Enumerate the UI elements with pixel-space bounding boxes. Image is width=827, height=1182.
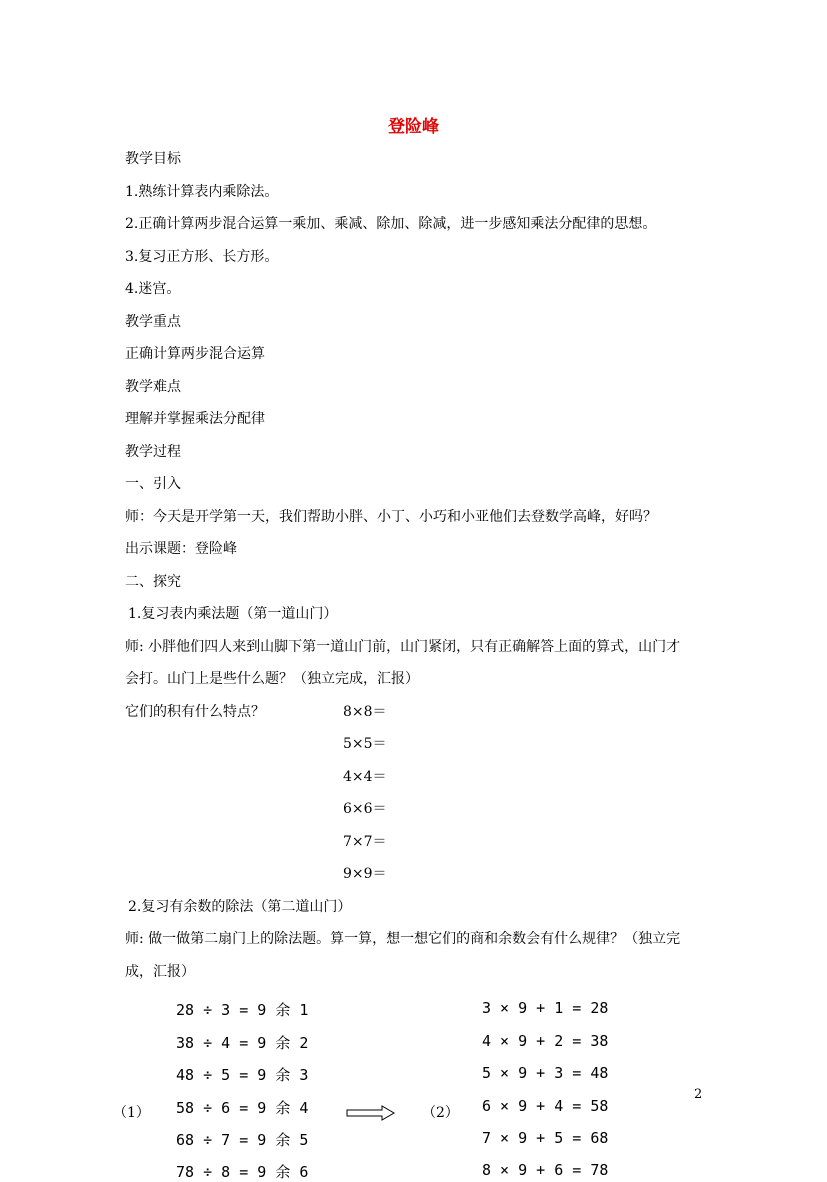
goal-3: 3.复习正方形、长方形。: [125, 249, 279, 265]
teacher-text-1b: 会打。山门上是些什么题？（独立完成，汇报）: [125, 671, 419, 687]
heading-goals: 教学目标: [125, 151, 181, 167]
goal-1: 1.熟练计算表内乘除法。: [125, 184, 279, 200]
section-intro-heading: 一、引入: [125, 476, 181, 492]
square-item: 4×4＝: [343, 769, 387, 785]
check-item: 6 × 9 + 4 = 58: [482, 1097, 609, 1115]
square-item: 9×9＝: [343, 866, 387, 882]
show-topic-text: 出示课题：登险峰: [125, 541, 237, 557]
page-number: 2: [694, 1087, 703, 1102]
document-title: 登险峰: [388, 117, 439, 137]
division-item: 38 ÷ 4 = 9 余 2: [176, 1034, 309, 1052]
teacher-text-2a: 师: 做一做第二扇门上的除法题。算一算，想一想它们的商和余数会有什么规律？（独立完: [125, 931, 681, 947]
division-item: 28 ÷ 3 = 9 余 1: [176, 1001, 309, 1019]
goal-4: 4.迷宫。: [125, 281, 181, 297]
division-item: 68 ÷ 7 = 9 余 5: [176, 1131, 309, 1149]
subsection-2-heading: 2.复习有余数的除法（第二道山门）: [128, 899, 352, 915]
division-item: 48 ÷ 5 = 9 余 3: [176, 1066, 309, 1084]
check-item: 7 × 9 + 5 = 68: [482, 1129, 609, 1147]
key-point-text: 正确计算两步混合运算: [125, 346, 265, 362]
square-item: 8×8＝: [343, 704, 387, 720]
square-item: 5×5＝: [343, 736, 387, 752]
heading-difficulty: 教学难点: [125, 379, 181, 395]
teacher-text-2b: 成，汇报）: [125, 964, 195, 980]
heading-process: 教学过程: [125, 444, 181, 460]
check-item: 8 × 9 + 6 = 78: [482, 1161, 609, 1179]
check-item: 4 × 9 + 2 = 38: [482, 1032, 609, 1050]
goal-2: 2.正确计算两步混合运算一乘加、乘减、除加、除减，进一步感知乘法分配律的思想。: [125, 216, 657, 232]
heading-key-points: 教学重点: [125, 314, 181, 330]
check-item: 3 × 9 + 1 = 28: [482, 999, 609, 1017]
teacher-intro-text: 师：今天是开学第一天，我们帮助小胖、小丁、小巧和小亚他们去登数学高峰，好吗？: [125, 509, 657, 525]
right-arrow-icon: [346, 1105, 396, 1121]
check-item: 5 × 9 + 3 = 48: [482, 1064, 609, 1082]
teacher-text-1a: 师: 小胖他们四人来到山脚下第一道山门前，山门紧闭，只有正确解答上面的算式，山门才: [125, 639, 681, 655]
difficulty-text: 理解并掌握乘法分配律: [125, 411, 265, 427]
subsection-1-heading: 1.复习表内乘法题（第一道山门）: [128, 606, 338, 622]
section-explore-heading: 二、探究: [125, 574, 181, 590]
group-label-1: （1）: [113, 1105, 150, 1121]
product-question: 它们的积有什么特点？: [125, 704, 265, 720]
division-item: 58 ÷ 6 = 9 余 4: [176, 1099, 309, 1117]
division-item: 78 ÷ 8 = 9 余 6: [176, 1163, 309, 1181]
group-label-2: （2）: [422, 1105, 459, 1121]
square-item: 6×6＝: [343, 801, 387, 817]
square-item: 7×7＝: [343, 834, 387, 850]
